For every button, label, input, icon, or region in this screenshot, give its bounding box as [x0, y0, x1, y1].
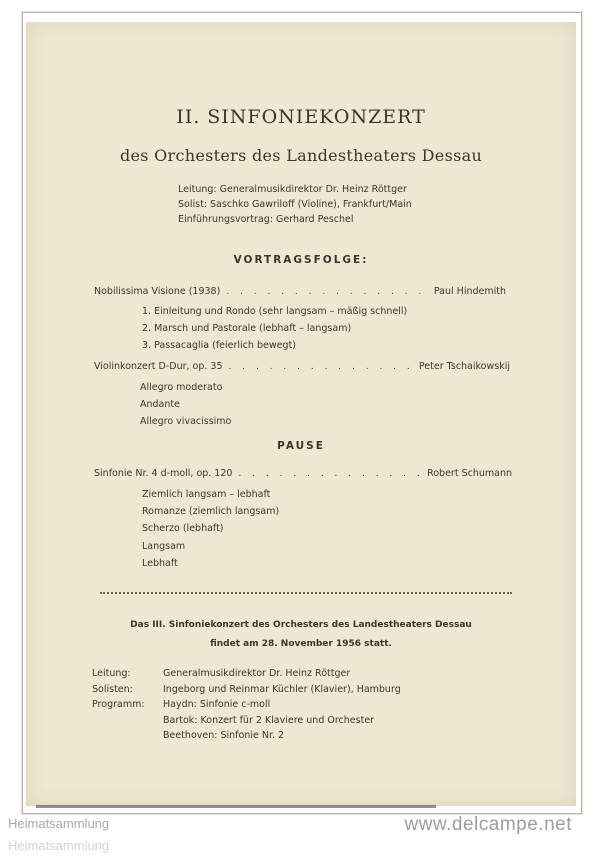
value-program-haydn: Haydn: Sinfonie c-moll [163, 699, 271, 710]
credits-block [178, 182, 412, 227]
program-sheet [26, 22, 576, 806]
movement-item: 3. Passacaglia (feierlich bewegt) [142, 340, 296, 352]
announcement-labels [92, 666, 145, 713]
movement-item: Ziemlich langsam – lebhaft [142, 489, 271, 500]
piece-title: Nobilissima Visione (1938) [94, 286, 221, 297]
piece-row [94, 361, 510, 372]
movement-item: Andante [140, 399, 180, 411]
page-title: II. SINFONIEKONZERT [176, 106, 426, 128]
value-conductor: Generalmusikdirektor Dr. Heinz Röttger [163, 668, 351, 679]
page-subtitle: des Orchesters des Landestheaters Dessau [119, 146, 483, 165]
dotted-divider [100, 592, 512, 594]
credit-soloist: Solist: Saschko Gawriloff (Violine), Frankfurt/Main [178, 199, 412, 210]
piece-composer: Paul Hindemith [433, 286, 506, 297]
label-leitung: Leitung: [92, 668, 131, 679]
dot-leader [229, 362, 413, 372]
movement-item: Lebhaft [142, 557, 178, 569]
movement-item: Romanze (ziemlich langsam) [142, 506, 280, 518]
watermark-delcampe: www.delcampe.net [404, 814, 572, 835]
piece-title: Violinkonzert D-Dur, op. 35 [94, 361, 223, 372]
announcement-line-2: findet am 28. November 1956 statt. [210, 639, 392, 649]
movement-item: Langsam [142, 540, 186, 552]
movement-list [142, 486, 279, 572]
piece-composer: Robert Schumann [427, 468, 512, 479]
movement-list [142, 303, 407, 355]
vortragsfolge-heading: VORTRAGSFOLGE: [233, 254, 369, 266]
movement-list [140, 379, 231, 431]
dot-leader [238, 469, 421, 479]
movement-item: Scherzo (lebhaft) [142, 523, 224, 535]
label-programm: Programm: [92, 699, 145, 710]
movement-item: 2. Marsch und Pastorale (lebhaft – langsam) [142, 323, 352, 335]
pause-heading: PAUSE [277, 440, 325, 452]
announcement-values [163, 666, 401, 744]
movement-item: Allegro vivacissimo [140, 416, 232, 428]
piece-row [94, 286, 506, 297]
watermark-heimatsammlung: Heimatsammlung [8, 816, 110, 831]
piece-composer: Peter Tschaikowskij [418, 361, 510, 372]
credit-conductor: Leitung: Generalmusikdirektor Dr. Heinz Röttger [178, 184, 407, 195]
announcement-line-1: Das III. Sinfoniekonzert des Orchesters des Landestheaters Dessau [130, 620, 472, 630]
piece-row [94, 468, 512, 479]
label-solisten: Solisten: [92, 683, 133, 695]
credit-lecture: Einführungsvortrag: Gerhard Peschel [178, 214, 354, 225]
dot-leader [226, 287, 428, 297]
piece-title: Sinfonie Nr. 4 d-moll, op. 120 [94, 468, 233, 479]
torn-edge [36, 797, 436, 808]
watermark-heimatsammlung-faint: Heimatsammlung [8, 838, 110, 853]
value-program-bartok: Bartok: Konzert für 2 Klaviere und Orchester [163, 714, 375, 726]
movement-item: 1. Einleitung und Rondo (sehr langsam – mäßig schnell) [142, 306, 408, 317]
value-program-beethoven: Beethoven: Sinfonie Nr. 2 [163, 730, 285, 741]
value-soloists: Ingeborg und Reinmar Küchler (Klavier), Hamburg [163, 683, 401, 695]
movement-item: Allegro moderato [140, 382, 223, 393]
